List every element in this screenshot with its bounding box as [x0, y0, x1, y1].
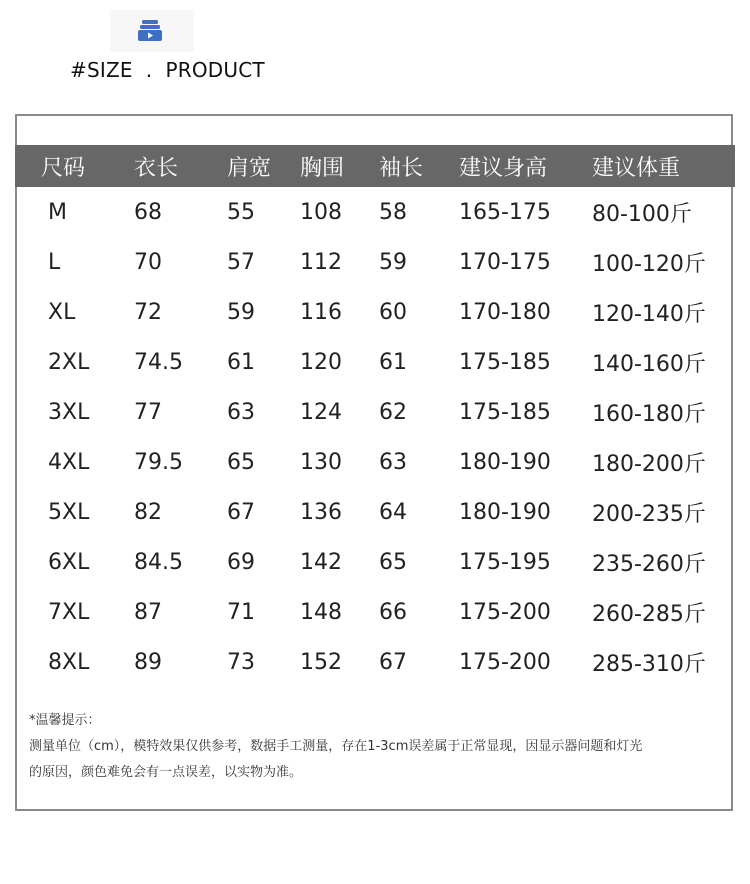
table-row [15, 487, 735, 537]
cell-length: 70 [134, 249, 162, 275]
cell-weight: 140-160斤 [592, 351, 706, 377]
notes-heading: *温馨提示： [29, 713, 101, 728]
cell-weight: 160-180斤 [592, 401, 706, 427]
cell-sleeve: 61 [379, 349, 407, 375]
table-row [15, 437, 735, 487]
table-row [15, 287, 735, 337]
cell-size: 3XL [48, 399, 90, 425]
cell-sleeve: 63 [379, 449, 407, 475]
cell-chest: 112 [300, 249, 342, 275]
notes-line: 测量单位（cm），模特效果仅供参考，数据手工测量，存在1-3cm误差属于正常显现，因显示器问题和灯光 [29, 739, 643, 754]
cell-height: 170-180 [459, 299, 551, 325]
cell-sleeve: 58 [379, 199, 407, 225]
cell-weight: 80-100斤 [592, 201, 692, 227]
cell-weight: 120-140斤 [592, 301, 706, 327]
table-row [15, 187, 735, 237]
column-header-length: 衣长 [134, 155, 179, 181]
cell-chest: 120 [300, 349, 342, 375]
cell-length: 74.5 [134, 349, 183, 375]
cell-weight: 235-260斤 [592, 551, 706, 577]
cell-length: 87 [134, 599, 162, 625]
size-chart-table [15, 145, 735, 687]
cell-sleeve: 62 [379, 399, 407, 425]
table-row [15, 237, 735, 287]
cell-sleeve: 65 [379, 549, 407, 575]
table-header-row [15, 145, 735, 187]
column-header-size: 尺码 [41, 155, 86, 181]
cell-length: 89 [134, 649, 162, 675]
column-header-weight: 建议体重 [592, 155, 681, 181]
cell-weight: 180-200斤 [592, 451, 706, 477]
cell-size: 2XL [48, 349, 90, 375]
cell-weight: 260-285斤 [592, 601, 706, 627]
cell-length: 79.5 [134, 449, 183, 475]
cell-shoulder: 69 [227, 549, 255, 575]
cell-length: 84.5 [134, 549, 183, 575]
cell-size: M [48, 199, 67, 225]
column-header-height: 建议身高 [459, 155, 548, 181]
cell-height: 165-175 [459, 199, 551, 225]
cell-size: 6XL [48, 549, 90, 575]
column-header-shoulder: 肩宽 [227, 155, 272, 181]
cell-size: 4XL [48, 449, 90, 475]
cell-shoulder: 61 [227, 349, 255, 375]
cell-size: L [48, 249, 61, 275]
section-title: #SIZE . PRODUCT [70, 58, 265, 82]
cell-chest: 152 [300, 649, 342, 675]
cell-sleeve: 64 [379, 499, 407, 525]
cell-chest: 130 [300, 449, 342, 475]
table-row [15, 337, 735, 387]
cell-chest: 142 [300, 549, 342, 575]
cell-height: 175-185 [459, 349, 551, 375]
cell-shoulder: 59 [227, 299, 255, 325]
column-header-chest: 胸围 [300, 155, 345, 181]
cell-height: 175-185 [459, 399, 551, 425]
cell-weight: 200-235斤 [592, 501, 706, 527]
cell-size: XL [48, 299, 76, 325]
cell-shoulder: 57 [227, 249, 255, 275]
cell-sleeve: 60 [379, 299, 407, 325]
cell-shoulder: 71 [227, 599, 255, 625]
cell-chest: 116 [300, 299, 342, 325]
table-row [15, 587, 735, 637]
cell-height: 170-175 [459, 249, 551, 275]
notes-line: 的原因，颜色难免会有一点误差，以实物为准。 [29, 765, 303, 780]
cell-size: 7XL [48, 599, 90, 625]
cell-chest: 124 [300, 399, 342, 425]
cell-height: 180-190 [459, 499, 551, 525]
table-row [15, 537, 735, 587]
cell-shoulder: 73 [227, 649, 255, 675]
cell-length: 77 [134, 399, 162, 425]
measurement-notes [29, 708, 735, 786]
column-header-sleeve: 袖长 [379, 155, 424, 181]
cell-shoulder: 65 [227, 449, 255, 475]
cell-height: 175-195 [459, 549, 551, 575]
cell-size: 5XL [48, 499, 90, 525]
cell-size: 8XL [48, 649, 90, 675]
clothing-pile-icon [138, 20, 162, 46]
cell-length: 72 [134, 299, 162, 325]
table-row [15, 387, 735, 437]
cell-chest: 148 [300, 599, 342, 625]
cell-height: 180-190 [459, 449, 551, 475]
cell-shoulder: 55 [227, 199, 255, 225]
cell-shoulder: 67 [227, 499, 255, 525]
cell-chest: 136 [300, 499, 342, 525]
cell-chest: 108 [300, 199, 342, 225]
cell-length: 82 [134, 499, 162, 525]
table-row [15, 637, 735, 687]
cell-height: 175-200 [459, 599, 551, 625]
cell-length: 68 [134, 199, 162, 225]
cell-sleeve: 66 [379, 599, 407, 625]
cell-sleeve: 67 [379, 649, 407, 675]
cell-weight: 100-120斤 [592, 251, 706, 277]
cell-height: 175-200 [459, 649, 551, 675]
cell-weight: 285-310斤 [592, 651, 706, 677]
cell-sleeve: 59 [379, 249, 407, 275]
cell-shoulder: 63 [227, 399, 255, 425]
